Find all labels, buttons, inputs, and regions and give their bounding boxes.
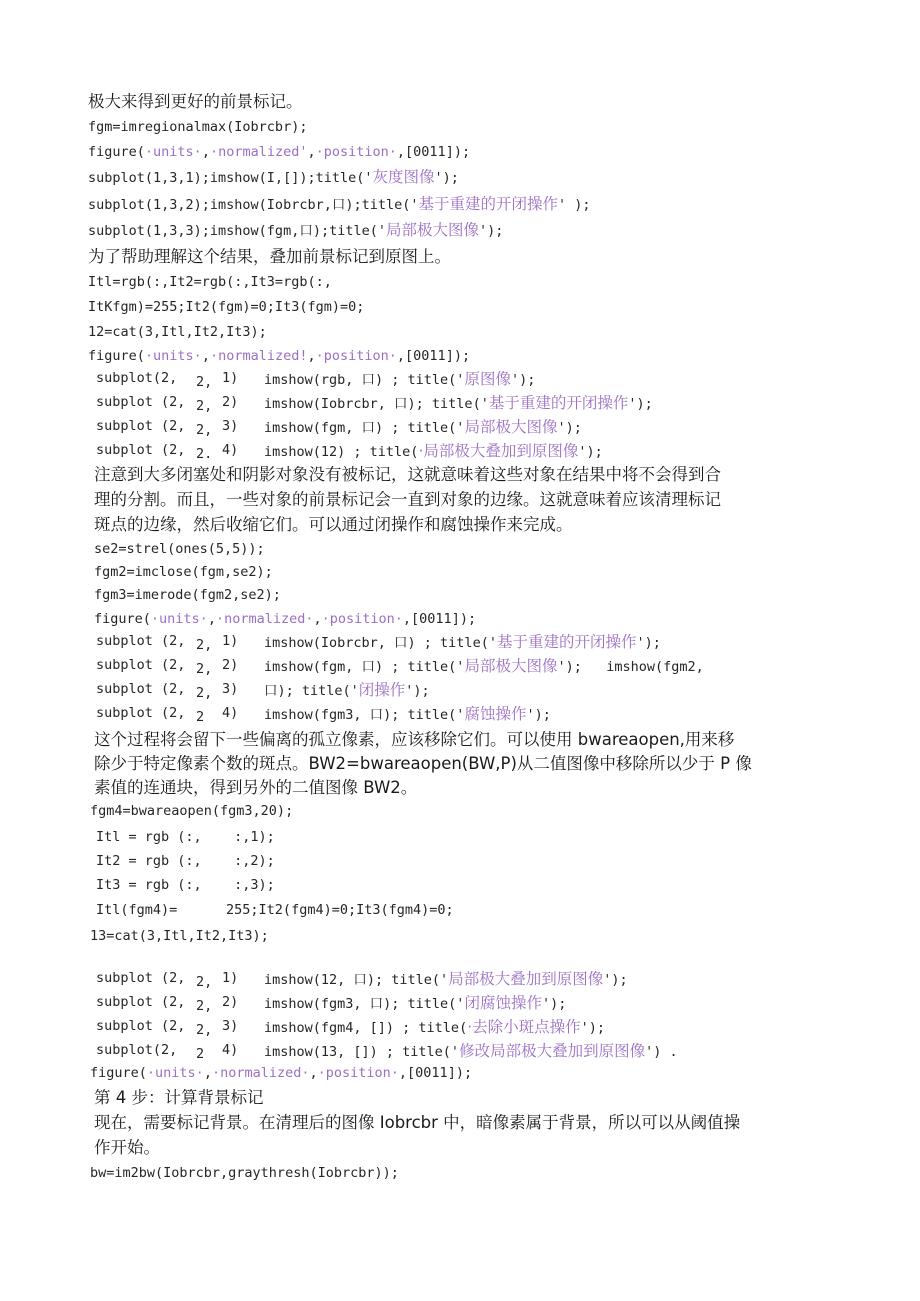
code-line: It3 = rgb (:, :,3);	[96, 877, 275, 893]
code-line: Itl(fgm4)= 255;It2(fgm4)=0;It3(fgm4)=0;	[96, 902, 454, 918]
code-token: imshow(fgm3, 口); title('	[264, 996, 465, 1012]
title-string: 基于重建的开闭操作	[418, 195, 558, 213]
code-token: figure(	[88, 144, 145, 160]
code-token: ');	[578, 444, 603, 460]
code-token: imshow(fgm, 口) ; title('	[264, 420, 465, 436]
paragraph-text: 为了帮助理解这个结果，叠加前景标记到原图上。	[88, 247, 451, 266]
string-token: ·normalized·	[215, 611, 314, 627]
subplot-row-2-part	[264, 996, 566, 1012]
code-token: ,	[207, 611, 216, 627]
title-string: 局部极大图像	[464, 418, 558, 436]
title-string: 腐蚀操作	[464, 705, 527, 723]
code-token: ,	[309, 1065, 318, 1081]
subplot-row-3-part: 3)	[222, 418, 239, 434]
subplot-row-4-part: subplot (2,	[96, 705, 186, 721]
title-string: 局部极大叠加到原图像	[448, 970, 604, 988]
code-line	[88, 170, 459, 186]
subplot-row-4-part	[264, 444, 603, 460]
subplot-row-1-part: subplot (2,	[96, 970, 186, 986]
code-token: ');	[434, 170, 459, 186]
subplot-row-1-part: subplot (2,	[96, 633, 186, 649]
subplot-row-4-part: subplot(2,	[96, 1042, 178, 1058]
string-token: ·units·	[144, 144, 202, 160]
code-line: se2=strel(ones(5,5));	[94, 541, 265, 557]
paragraph-text: 注意到大多闭塞处和阴影对象没有被标记，这就意味着这些对象在结果中将不会得到合	[94, 465, 721, 484]
code-token: ,[0011]);	[402, 611, 477, 627]
code-line	[88, 146, 470, 160]
code-token: ,	[313, 611, 322, 627]
code-token: subplot(1,3,2);imshow(Iobrcbr,口);title('	[88, 197, 419, 213]
subplot-row-1-part	[264, 372, 535, 388]
code-token: subplot(1,3,1);imshow(I,[]);title('	[88, 170, 373, 186]
code-token: ');	[636, 635, 661, 651]
subplot-row-3-part	[264, 1020, 605, 1036]
subplot-row-2-part: 2)	[222, 994, 239, 1010]
code-token: ,	[201, 348, 210, 364]
subplot-row-2-part: 2)	[222, 394, 239, 410]
subplot-row-2-part	[264, 659, 704, 675]
subplot-row-3-part: subplot (2,	[96, 418, 186, 434]
subplot-row-1-part	[264, 635, 661, 651]
code-token: imshow(rgb, 口) ; title('	[264, 372, 465, 388]
subplot-row-3-part	[264, 683, 430, 699]
subplot-row-1-part: 1)	[222, 970, 239, 986]
string-token: ·units·	[144, 348, 202, 364]
title-string: 局部极大图像	[464, 657, 558, 675]
code-token: ,[0011]);	[398, 1065, 473, 1081]
code-line: It2 = rgb (:, :,2);	[96, 853, 275, 869]
code-token: ');	[510, 372, 536, 388]
subplot-row-1-part: 2,	[196, 374, 213, 390]
paragraph-text: 作开始。	[94, 1138, 160, 1157]
code-line	[90, 1067, 472, 1081]
code-token: figure(	[88, 348, 145, 364]
code-token: ');	[557, 420, 582, 436]
code-line: fgm=imregionalmax(Iobrcbr);	[88, 119, 308, 135]
string-token: ·normalized!	[209, 348, 308, 364]
code-line: Itl=rgb(:,It2=rgb(:,It3=rgb(:,	[88, 274, 332, 290]
subplot-row-2-part	[264, 396, 653, 412]
code-token: ,	[307, 348, 316, 364]
string-token: ·position·	[315, 348, 397, 364]
code-token: imshow(Iobrcbr, 口); title('	[264, 396, 489, 412]
subplot-row-2-part: 2)	[222, 657, 239, 673]
subplot-row-4-part	[264, 707, 551, 723]
subplot-row-2-part: 2,	[196, 998, 213, 1014]
subplot-row-2-part: subplot (2,	[96, 394, 186, 410]
code-token: ');	[580, 1020, 606, 1036]
title-string: ·去除小斑点操作	[467, 1018, 581, 1036]
subplot-row-1-part: subplot(2,	[96, 370, 178, 386]
code-token: ,	[201, 144, 210, 160]
subplot-row-4-part: 2.	[196, 446, 213, 462]
code-token: ' );	[558, 197, 591, 213]
string-token: ·normalized·	[211, 1065, 310, 1081]
title-string: 基于重建的开闭操作	[488, 394, 629, 412]
subplot-row-2-part: subplot (2,	[96, 994, 186, 1010]
code-token: ');	[603, 972, 628, 988]
subplot-row-3-part: 2,	[196, 1022, 213, 1038]
code-line: fgm2=imclose(fgm,se2);	[94, 564, 273, 580]
title-string: 灰度图像	[372, 168, 435, 186]
code-token: ,	[203, 1065, 212, 1081]
subplot-row-3-part: subplot (2,	[96, 1018, 186, 1034]
string-token: ·position·	[321, 611, 403, 627]
code-token: '); imshow(fgm2,	[557, 659, 704, 675]
subplot-row-4-part: 4)	[222, 1042, 239, 1058]
paragraph-text: 现在，需要标记背景。在清理后的图像 Iobrcbr 中，暗像素属于背景，所以可以从阈值操	[94, 1113, 741, 1132]
string-token: ·units·	[146, 1065, 204, 1081]
code-line	[94, 613, 476, 627]
code-token: imshow(fgm3, 口); title('	[264, 707, 465, 723]
code-token: imshow(12) ; title(	[264, 444, 419, 460]
subplot-row-1-part: 1)	[222, 633, 239, 649]
subplot-row-3-part: subplot (2,	[96, 681, 186, 697]
paragraph-text: 理的分割。而且，一些对象的前景标记会一直到对象的边缘。这就意味着应该清理标记	[94, 490, 721, 509]
code-line: bw=im2bw(Iobrcbr,graythresh(Iobrcbr));	[90, 1165, 399, 1181]
subplot-row-1-part: 2,	[196, 974, 213, 990]
code-line	[88, 223, 503, 239]
subplot-row-4-part: 4)	[222, 442, 239, 458]
subplot-row-4-part: 2	[196, 1046, 205, 1062]
paragraph-text: 斑点的边缘，然后收缩它们。可以通过闭操作和腐蚀操作来完成。	[94, 515, 573, 534]
string-token: ·position·	[317, 1065, 399, 1081]
code-token: imshow(fgm4, []) ; title(	[264, 1020, 468, 1036]
section-heading: 第 4 步：计算背景标记	[94, 1088, 264, 1107]
paragraph-text: 素值的连通块，得到另外的二值图像 BW2。	[94, 778, 418, 797]
code-token: ,[0011]);	[396, 144, 471, 160]
code-token: ');	[541, 996, 567, 1012]
subplot-row-3-part	[264, 420, 582, 436]
code-token: ');	[405, 683, 430, 699]
title-string: 闭腐蚀操作	[464, 994, 542, 1012]
subplot-row-2-part: subplot (2,	[96, 657, 186, 673]
code-token: imshow(12, 口); title('	[264, 972, 449, 988]
title-string: 局部极大图像	[385, 221, 479, 239]
title-string: 修改局部极大叠加到原图像	[459, 1042, 646, 1060]
code-line: Itl = rgb (:, :,1);	[96, 829, 275, 845]
title-string: 基于重建的开闭操作	[496, 633, 637, 651]
subplot-row-3-part: 2,	[196, 422, 213, 438]
string-token: ·position·	[315, 144, 397, 160]
subplot-row-3-part: 3)	[222, 681, 239, 697]
title-string: 闭操作	[358, 681, 406, 699]
code-line	[88, 197, 591, 213]
code-line: ItKfgm)=255;It2(fgm)=0;It3(fgm)=0;	[88, 299, 365, 315]
subplot-row-1-part: 2,	[196, 637, 213, 653]
subplot-row-2-part: 2,	[196, 398, 213, 414]
code-token: 口); title('	[264, 683, 359, 699]
code-line: fgm3=imerode(fgm2,se2);	[94, 587, 281, 603]
string-token: ·normalized'	[209, 144, 308, 160]
subplot-row-4-part	[264, 1044, 678, 1060]
subplot-row-1-part: 1)	[222, 370, 239, 386]
subplot-row-4-part: 2	[196, 709, 205, 725]
paragraph-text: 极大来得到更好的前景标记。	[88, 92, 303, 111]
subplot-row-4-part: subplot (2,	[96, 442, 186, 458]
code-token: subplot(1,3,3);imshow(fgm,口);title('	[88, 223, 386, 239]
code-token: imshow(fgm, 口) ; title('	[264, 659, 465, 675]
subplot-row-4-part: 4)	[222, 705, 239, 721]
paragraph-text: 除少于特定像素个数的斑点。BW2=bwareaopen(BW,P)从二值图像中移除所以少于 P 像	[94, 754, 752, 773]
code-token: ');	[526, 707, 551, 723]
code-token: ') .	[645, 1044, 678, 1060]
code-line	[88, 350, 470, 364]
code-token: ,[0011]);	[396, 348, 471, 364]
code-token: imshow(13, []) ; title('	[264, 1044, 460, 1060]
code-token: ');	[628, 396, 653, 412]
code-line: 12=cat(3,Itl,It2,It3);	[88, 324, 267, 340]
paragraph-text: 这个过程将会留下一些偏离的孤立像素，应该移除它们。可以使用 bwareaopen,用来移	[94, 730, 735, 749]
code-token: ');	[479, 223, 504, 239]
code-line: 13=cat(3,Itl,It2,It3);	[90, 928, 269, 944]
code-token: figure(	[94, 611, 151, 627]
subplot-row-3-part: 3)	[222, 1018, 239, 1034]
string-token: ·units·	[150, 611, 208, 627]
code-token: figure(	[90, 1065, 147, 1081]
code-line: fgm4=bwareaopen(fgm3,20);	[90, 803, 294, 819]
subplot-row-3-part: 2,	[196, 685, 213, 701]
code-token: imshow(Iobrcbr, 口) ; title('	[264, 635, 497, 651]
code-token: ,	[307, 144, 316, 160]
subplot-row-1-part	[264, 972, 628, 988]
subplot-row-2-part: 2,	[196, 661, 213, 677]
title-string: 原图像	[464, 370, 511, 388]
title-string: ·局部极大叠加到原图像	[418, 442, 579, 460]
